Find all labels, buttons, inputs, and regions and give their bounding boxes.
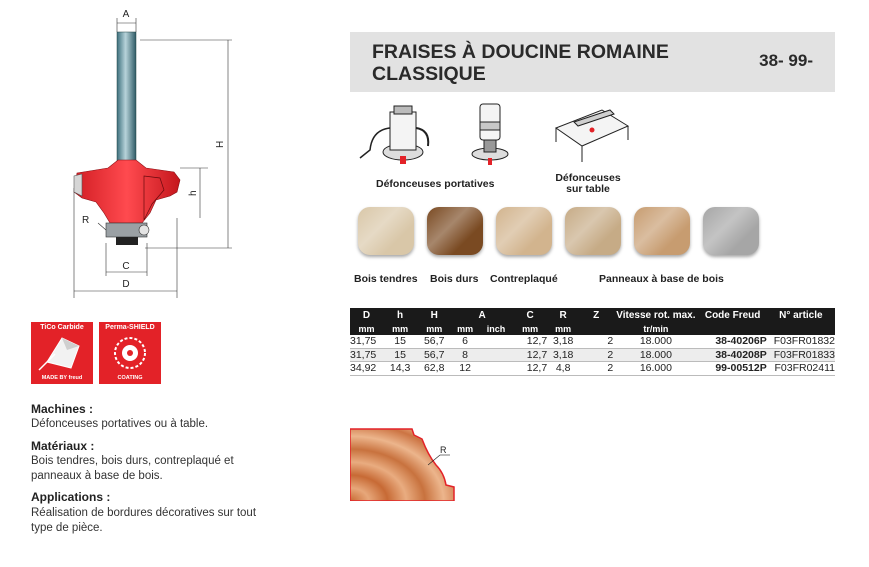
col-Z: Z [579, 308, 613, 322]
cell-h: 15 [383, 348, 417, 362]
unit-D: mm [350, 322, 383, 335]
cell-Z: 2 [579, 362, 613, 376]
col-A: A [451, 308, 513, 322]
material-swatch [565, 207, 621, 255]
product-title: FRAISES À DOUCINE ROMAINE CLASSIQUE [372, 41, 669, 85]
label-H: H [215, 140, 226, 148]
col-R: R [547, 308, 579, 322]
router-bit-drawing [60, 8, 260, 298]
cell-Z: 2 [579, 348, 613, 362]
cell-A-mm: 12 [451, 362, 479, 376]
cell-A-inch [479, 335, 513, 348]
material-swatch [427, 207, 483, 255]
unit-article [767, 322, 835, 335]
cell-code: 38-40208P [699, 348, 767, 362]
trim-router-icon [468, 100, 512, 168]
cutter-body [74, 160, 180, 223]
cell-H: 62,8 [417, 362, 451, 376]
table-header-row [350, 308, 835, 322]
cell-A-inch [479, 348, 513, 362]
material-label-plywood: Contreplaqué [490, 273, 558, 285]
unit-code [699, 322, 767, 335]
profile-label-R: R [440, 445, 447, 455]
tico-carbide-badge: TiCo Carbide MADE BY freud [31, 322, 93, 384]
col-C: C [513, 308, 547, 322]
unit-H: mm [417, 322, 451, 335]
material-swatch [496, 207, 552, 255]
machine-label-table: Défonceuses sur table [555, 172, 621, 195]
router-table-icon [552, 102, 632, 166]
label-h: h [188, 190, 199, 196]
materials-text: Bois tendres, bois durs, contreplaqué et panneaux à base de bois. [31, 455, 234, 482]
unit-A-mm: mm [451, 322, 479, 335]
profile-shape [350, 429, 454, 501]
col-article: N° article [767, 308, 835, 322]
unit-h: mm [383, 322, 417, 335]
cell-speed: 18.000 [613, 348, 698, 362]
shield-saw-icon [105, 332, 155, 372]
material-swatch [634, 207, 690, 255]
applications-text: Réalisation de bordures décoratives sur tout type de pièce. [31, 507, 257, 534]
carbide-crystal-icon [37, 332, 87, 372]
spec-table [350, 308, 835, 376]
cell-C: 12,7 [513, 335, 547, 348]
material-swatch [703, 207, 759, 255]
cell-code: 38-40206P [699, 335, 767, 348]
cell-C: 12,7 [513, 362, 547, 376]
cell-article: F03FR01832 [767, 335, 835, 348]
cell-D: 31,75 [350, 348, 383, 362]
machines-heading: Machines : [31, 402, 94, 416]
table-units-row [350, 322, 835, 335]
table-row [350, 362, 835, 376]
unit-speed: tr/min [613, 322, 698, 335]
cell-C: 12,7 [513, 348, 547, 362]
label-C: C [122, 261, 130, 272]
cell-h: 14,3 [383, 362, 417, 376]
unit-Z [579, 322, 613, 335]
col-D: D [350, 308, 383, 322]
machines-text: Défonceuses portatives ou à table. [31, 418, 209, 430]
cell-A-inch [479, 362, 513, 376]
unit-R: mm [547, 322, 579, 335]
col-speed: Vitesse rot. max. [613, 308, 698, 322]
handheld-router-icon [358, 100, 438, 168]
cell-R: 3,18 [547, 335, 579, 348]
materials-heading: Matériaux : [31, 439, 95, 453]
title-bar [350, 32, 835, 92]
cell-article: F03FR02411 [767, 362, 835, 376]
material-label-softwood: Bois tendres [354, 273, 418, 285]
col-code: Code Freud [699, 308, 767, 322]
cut-profile-illustration [350, 425, 460, 501]
label-A: A [122, 9, 130, 20]
unit-A-inch: inch [479, 322, 513, 335]
cell-H: 56,7 [417, 335, 451, 348]
label-D: D [122, 279, 130, 290]
perma-shield-badge: Perma-SHIELD COATING [99, 322, 161, 384]
cell-Z: 2 [579, 335, 613, 348]
cell-A-mm: 8 [451, 348, 479, 362]
cell-speed: 16.000 [613, 362, 698, 376]
material-label-hardwood: Bois durs [430, 273, 479, 285]
cell-R: 3,18 [547, 348, 579, 362]
unit-C: mm [513, 322, 547, 335]
cell-speed: 18.000 [613, 335, 698, 348]
cell-H: 56,7 [417, 348, 451, 362]
label-R: R [82, 215, 90, 226]
applications-heading: Applications : [31, 490, 111, 504]
machine-label-portable: Défonceuses portatives [376, 178, 495, 190]
product-reference: 38- 99- [759, 51, 813, 70]
cell-A-mm: 6 [451, 335, 479, 348]
shank [117, 32, 136, 164]
col-h: h [383, 308, 417, 322]
table-row [350, 348, 835, 362]
cell-R: 4,8 [547, 362, 579, 376]
cell-D: 31,75 [350, 335, 383, 348]
material-label-panels: Panneaux à base de bois [599, 273, 724, 285]
cell-D: 34,92 [350, 362, 383, 376]
cell-article: F03FR01833 [767, 348, 835, 362]
table-row [350, 335, 835, 348]
col-H: H [417, 308, 451, 322]
material-swatch [358, 207, 414, 255]
cell-code: 99-00512P [699, 362, 767, 376]
cell-h: 15 [383, 335, 417, 348]
